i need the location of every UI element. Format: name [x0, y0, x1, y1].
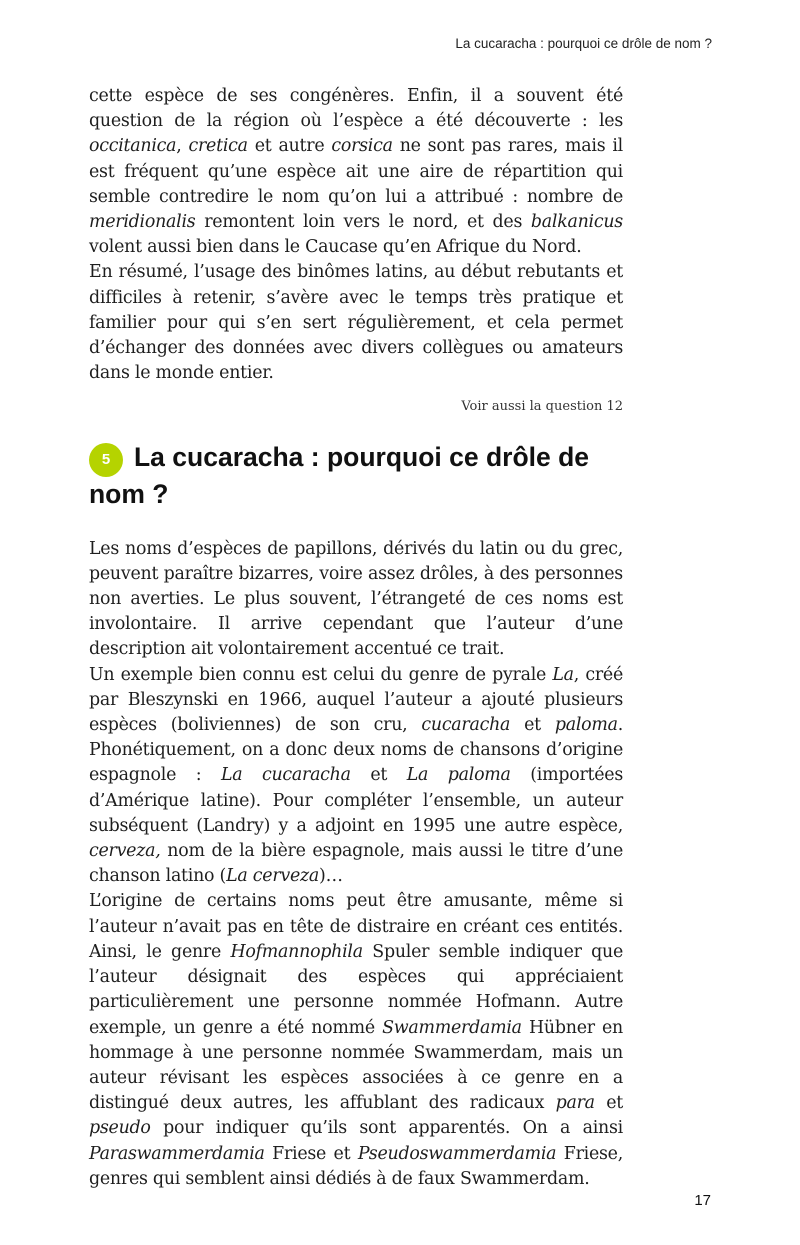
section-title: La cucaracha : pourquoi ce drôle de nom ? [89, 441, 590, 509]
italic-term: cerveza, [89, 841, 161, 862]
italic-term: Swammerdamia [382, 1017, 522, 1038]
italic-term: paloma [554, 715, 618, 736]
text-run: Friese et [264, 1143, 358, 1164]
text-run: et [594, 1093, 623, 1114]
text-run: , créé par Bleszynski en 1966, auquel l’auteur a ajouté plusieurs espèces (boliviennes) de son cru, [89, 664, 623, 736]
italic-term: pseudo [89, 1118, 151, 1139]
text-run: ne sont pas rares, mais il est fréquent qu’une espèce ait une aire de répartition qui semble contredire le nom qu’on lui a attribué : nombre de [89, 136, 623, 207]
italic-term: para [555, 1093, 595, 1114]
text-run: et [510, 715, 555, 736]
italic-term: cucaracha [421, 715, 511, 736]
italic-term: cretica [188, 136, 248, 157]
see-also-reference: Voir aussi la question 12 [461, 399, 623, 415]
italic-term: meridionalis [89, 212, 196, 233]
text-run: cette espèce de ses congénères. Enfin, il a souvent été question de la région où l’espèce a été découverte : les [89, 86, 623, 132]
page-body [89, 84, 623, 1192]
text-run: pour indiquer qu’ils sont apparentés. On a ainsi [150, 1118, 623, 1139]
text-run: Spuler semble indiquer que l’auteur désignait des espèces qui appréciaient particulièrement une personne nommée Hofmann. Autre exemple, un genre a été nommé [89, 941, 623, 1038]
text-run: et autre [247, 136, 332, 157]
italic-term: Pseudoswammerdamia [357, 1143, 557, 1164]
italic-term: Hofmannophila [230, 941, 363, 962]
text-run: En résumé, l’usage des binômes latins, au début rebutants et difficiles à retenir, s’avère avec le temps très pratique et familier pour qui s’en sert régulièrement, et cela permet d’échanger des données avec divers collègues ou amateurs dans le monde entier. [89, 262, 623, 384]
italic-term: Paraswammerdamia [89, 1143, 265, 1164]
text-run: . Phonétiquement, on a donc deux noms de chansons d’origine espagnole : [89, 715, 623, 786]
page-number: 17 [694, 1192, 711, 1209]
text-run: nom de la bière espagnole, mais aussi le titre d’une chanson latino ( [89, 841, 623, 887]
italic-term: La paloma [406, 765, 511, 786]
question-number-badge: 5 [89, 443, 123, 477]
paragraph [89, 260, 623, 386]
text-run: volent aussi bien dans le Caucase qu’en Afrique du Nord. [89, 237, 582, 258]
paragraph [89, 537, 623, 663]
text-run: Un exemple bien connu est celui du genre de pyrale [89, 664, 553, 685]
text-run: et [350, 765, 407, 786]
italic-term: La cucaracha [220, 765, 351, 786]
paragraph [89, 663, 623, 890]
text-run: remontent loin vers le nord, et des [195, 212, 531, 233]
text-run: L’origine de certains noms peut être amusante, même si l’auteur n’avait pas en tête de distraire en créant ces entités. Ainsi, le genre [89, 891, 623, 962]
italic-term: corsica [331, 136, 393, 157]
paragraph [89, 889, 623, 1191]
italic-term: La [552, 664, 574, 685]
text-run: (importées d’Amérique latine). Pour compléter l’ensemble, un auteur subséquent (Landry) y a adjoint en 1995 une autre espèce, [89, 765, 624, 836]
text-run: )… [319, 866, 343, 887]
text-run: , [176, 136, 189, 157]
italic-term: occitanica [89, 136, 177, 157]
running-header: La cucaracha : pourquoi ce drôle de nom ? [455, 36, 712, 51]
section-heading [89, 440, 623, 511]
paragraph [89, 84, 623, 260]
text-run: Les noms d’espèces de papillons, dérivés du latin ou du grec, peuvent paraître bizarres, voire assez drôles, à des personnes non averties. Le plus souvent, l’étrangeté de ces noms est involontaire. Il arrive cependant que l’auteur d’une description ait volontairement accentué ce trait. [89, 538, 623, 660]
italic-term: La cerveza [226, 866, 320, 887]
text-run: Friese, genres qui semblent ainsi dédiés à de faux Swammerdam. [89, 1143, 623, 1189]
text-run: Hübner en hommage à une personne nommée Swammerdam, mais un auteur révisant les espèces associées à ce genre en a distingué deux autres, les affublant des radicaux [89, 1017, 623, 1114]
italic-term: balkanicus [530, 212, 623, 233]
